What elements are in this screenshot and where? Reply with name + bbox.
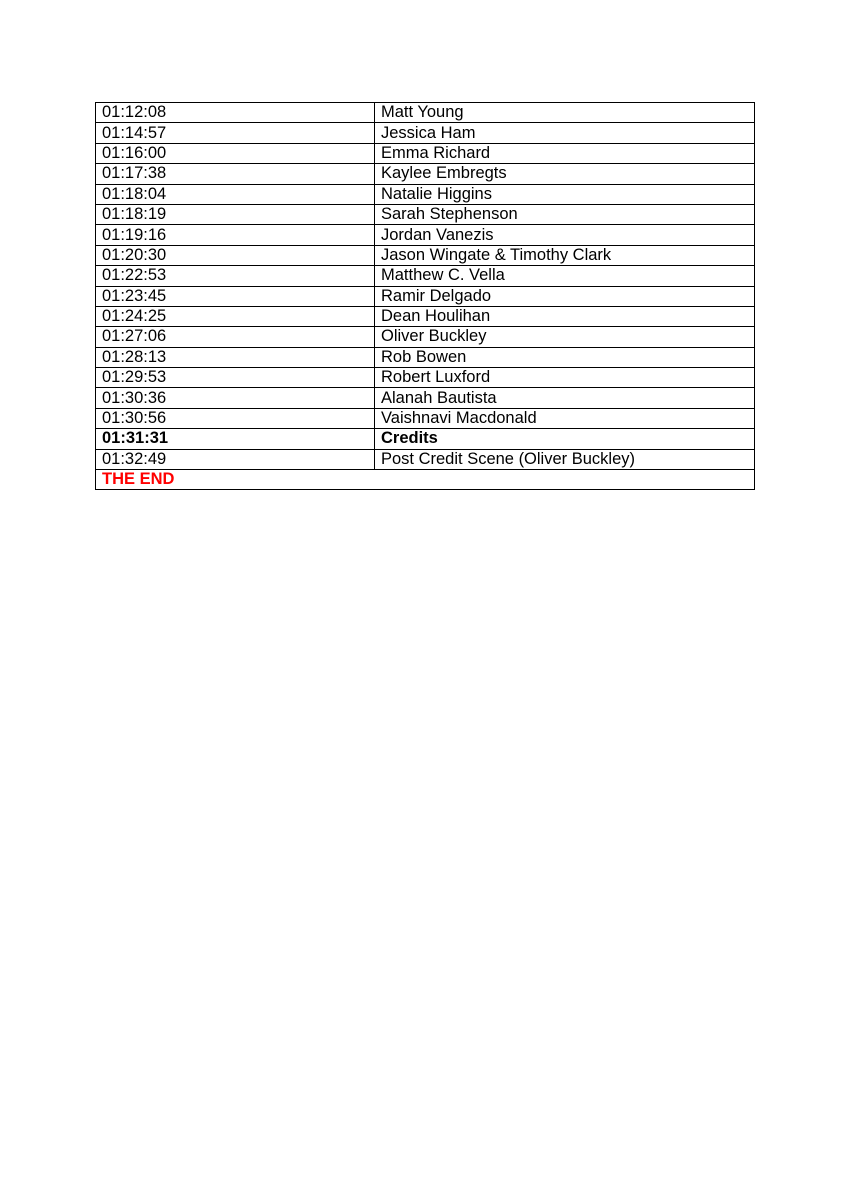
table-row [96, 123, 755, 143]
time-cell: 01:22:53 [96, 266, 375, 286]
name-cell: Oliver Buckley [375, 327, 755, 347]
time-cell: 01:28:13 [96, 347, 375, 367]
time-cell: 01:27:06 [96, 327, 375, 347]
time-cell: 01:19:16 [96, 225, 375, 245]
table-row [96, 164, 755, 184]
schedule-table [95, 102, 755, 490]
time-cell: 01:29:53 [96, 368, 375, 388]
time-cell: 01:16:00 [96, 143, 375, 163]
name-cell: Jordan Vanezis [375, 225, 755, 245]
time-cell: 01:31:31 [96, 429, 375, 449]
time-cell: 01:17:38 [96, 164, 375, 184]
schedule-body [96, 103, 755, 490]
name-cell: Vaishnavi Macdonald [375, 408, 755, 428]
the-end-cell: THE END [96, 470, 755, 490]
name-cell: Matthew C. Vella [375, 266, 755, 286]
name-cell: Matt Young [375, 103, 755, 123]
name-cell: Ramir Delgado [375, 286, 755, 306]
time-cell: 01:20:30 [96, 245, 375, 265]
time-cell: 01:14:57 [96, 123, 375, 143]
table-row [96, 327, 755, 347]
table-row-end [96, 470, 755, 490]
table-row [96, 347, 755, 367]
table-row [96, 368, 755, 388]
table-row [96, 184, 755, 204]
name-cell: Jason Wingate & Timothy Clark [375, 245, 755, 265]
time-cell: 01:30:56 [96, 408, 375, 428]
table-row [96, 143, 755, 163]
table-row [96, 225, 755, 245]
name-cell: Jessica Ham [375, 123, 755, 143]
name-cell: Natalie Higgins [375, 184, 755, 204]
time-cell: 01:30:36 [96, 388, 375, 408]
time-cell: 01:23:45 [96, 286, 375, 306]
table-row [96, 306, 755, 326]
name-cell: Sarah Stephenson [375, 204, 755, 224]
table-row [96, 266, 755, 286]
table-row [96, 286, 755, 306]
time-cell: 01:24:25 [96, 306, 375, 326]
name-cell: Robert Luxford [375, 368, 755, 388]
table-row-credits [96, 429, 755, 449]
name-cell: Emma Richard [375, 143, 755, 163]
table-row [96, 408, 755, 428]
table-row [96, 204, 755, 224]
time-cell: 01:12:08 [96, 103, 375, 123]
name-cell: Dean Houlihan [375, 306, 755, 326]
table-row [96, 449, 755, 469]
name-cell: Post Credit Scene (Oliver Buckley) [375, 449, 755, 469]
name-cell: Rob Bowen [375, 347, 755, 367]
name-cell: Alanah Bautista [375, 388, 755, 408]
name-cell: Kaylee Embregts [375, 164, 755, 184]
time-cell: 01:18:19 [96, 204, 375, 224]
table-row [96, 388, 755, 408]
table-row [96, 103, 755, 123]
name-cell: Credits [375, 429, 755, 449]
time-cell: 01:18:04 [96, 184, 375, 204]
time-cell: 01:32:49 [96, 449, 375, 469]
table-row [96, 245, 755, 265]
